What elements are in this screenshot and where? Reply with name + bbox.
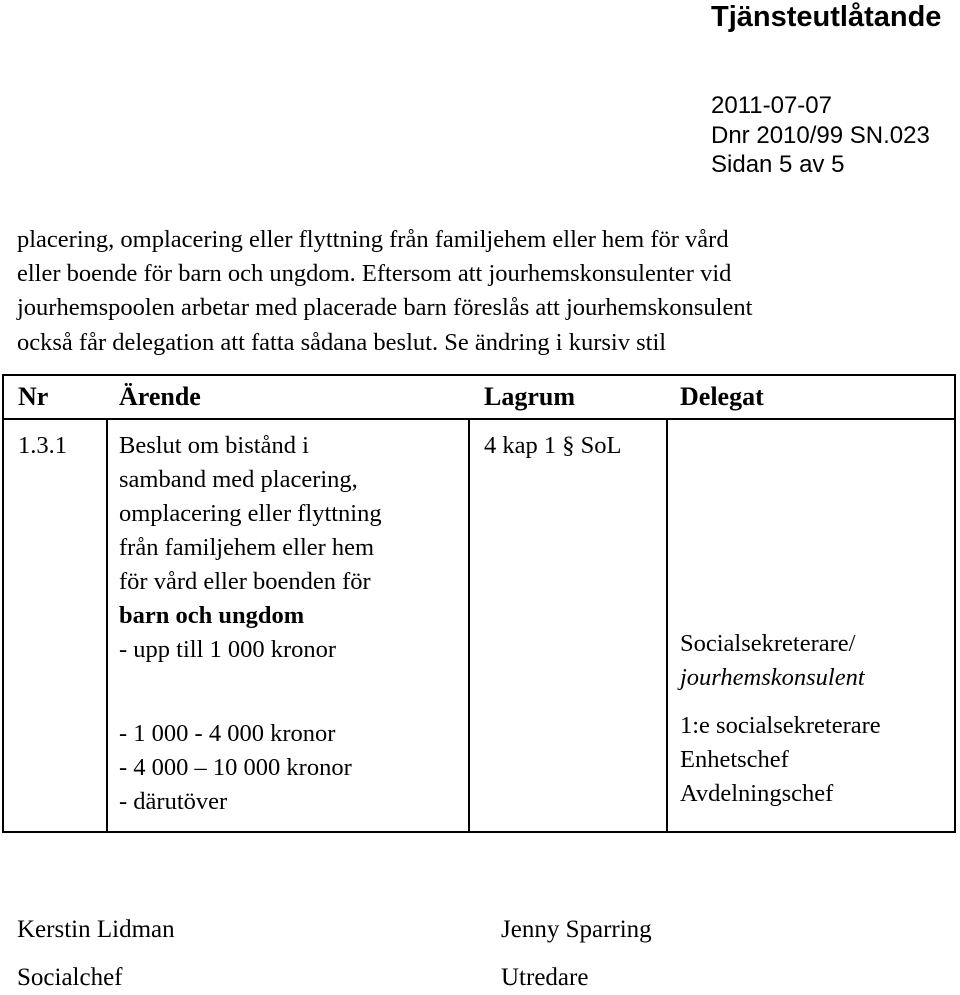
delegat-line: Socialsekreterare/ bbox=[680, 630, 856, 657]
signature-name: Jenny Sparring bbox=[501, 916, 652, 943]
delegation-table bbox=[2, 374, 956, 833]
table-header-row bbox=[4, 376, 954, 420]
cell-delegat-levels bbox=[680, 709, 881, 811]
column-header-delegat: Delegat bbox=[680, 382, 764, 411]
document-dnr: Dnr 2010/99 SN.023 bbox=[711, 121, 930, 149]
column-header-arende: Ärende bbox=[119, 382, 201, 411]
amount-line: - 4 000 – 10 000 kronor bbox=[119, 754, 352, 781]
delegat-line: Enhetschef bbox=[680, 746, 789, 773]
cell-arende bbox=[119, 429, 382, 667]
column-header-nr: Nr bbox=[18, 382, 49, 411]
cell-delegat-primary bbox=[680, 627, 865, 695]
document-meta bbox=[711, 91, 930, 180]
cell-nr bbox=[18, 429, 67, 463]
document-date: 2011-07-07 bbox=[711, 92, 832, 119]
intro-paragraph bbox=[17, 223, 952, 360]
delegat-line: 1:e socialsekreterare bbox=[680, 712, 881, 739]
amount-line: - 1 000 - 4 000 kronor bbox=[119, 720, 336, 747]
document-type-title: Tjänsteutlåtande bbox=[711, 1, 942, 33]
signature-title: Socialchef bbox=[17, 964, 123, 991]
cell-amounts bbox=[119, 717, 352, 819]
intro-line: också får delegation att fatta sådana beslut. Se ändring i kursiv stil bbox=[17, 328, 667, 356]
column-divider bbox=[666, 418, 668, 831]
amount-line: - upp till 1 000 kronor bbox=[119, 636, 337, 663]
intro-line: placering, omplacering eller flyttning från familjehem eller hem för vård bbox=[17, 226, 729, 253]
signature-title: Utredare bbox=[501, 964, 589, 991]
amount-line: - därutöver bbox=[119, 788, 228, 815]
arende-line: Beslut om bistånd i bbox=[119, 432, 309, 459]
delegat-line: Avdelningschef bbox=[680, 780, 834, 807]
column-header-lagrum: Lagrum bbox=[484, 382, 575, 411]
column-divider bbox=[106, 418, 108, 831]
intro-line: jourhemspoolen arbetar med placerade barn föreslås att jourhemskonsulent bbox=[17, 294, 753, 322]
arende-line: samband med placering, bbox=[119, 466, 358, 493]
row-number: 1.3.1 bbox=[18, 432, 67, 459]
delegat-italic-line: jourhemskonsulent bbox=[680, 664, 865, 691]
intro-line: eller boende för barn och ungdom. Eftersom att jourhemskonsulenter vid bbox=[17, 260, 732, 288]
lagrum-text: 4 kap 1 § SoL bbox=[484, 432, 622, 459]
arende-line: från familjehem eller hem bbox=[119, 534, 375, 561]
signature-name: Kerstin Lidman bbox=[17, 916, 175, 943]
column-divider bbox=[468, 418, 470, 831]
cell-lagrum bbox=[484, 429, 621, 463]
page-number: Sidan 5 av 5 bbox=[711, 151, 845, 178]
arende-bold-line: barn och ungdom bbox=[119, 602, 305, 629]
arende-line: omplacering eller flyttning bbox=[119, 500, 382, 527]
arende-line: för vård eller boenden för bbox=[119, 568, 371, 595]
